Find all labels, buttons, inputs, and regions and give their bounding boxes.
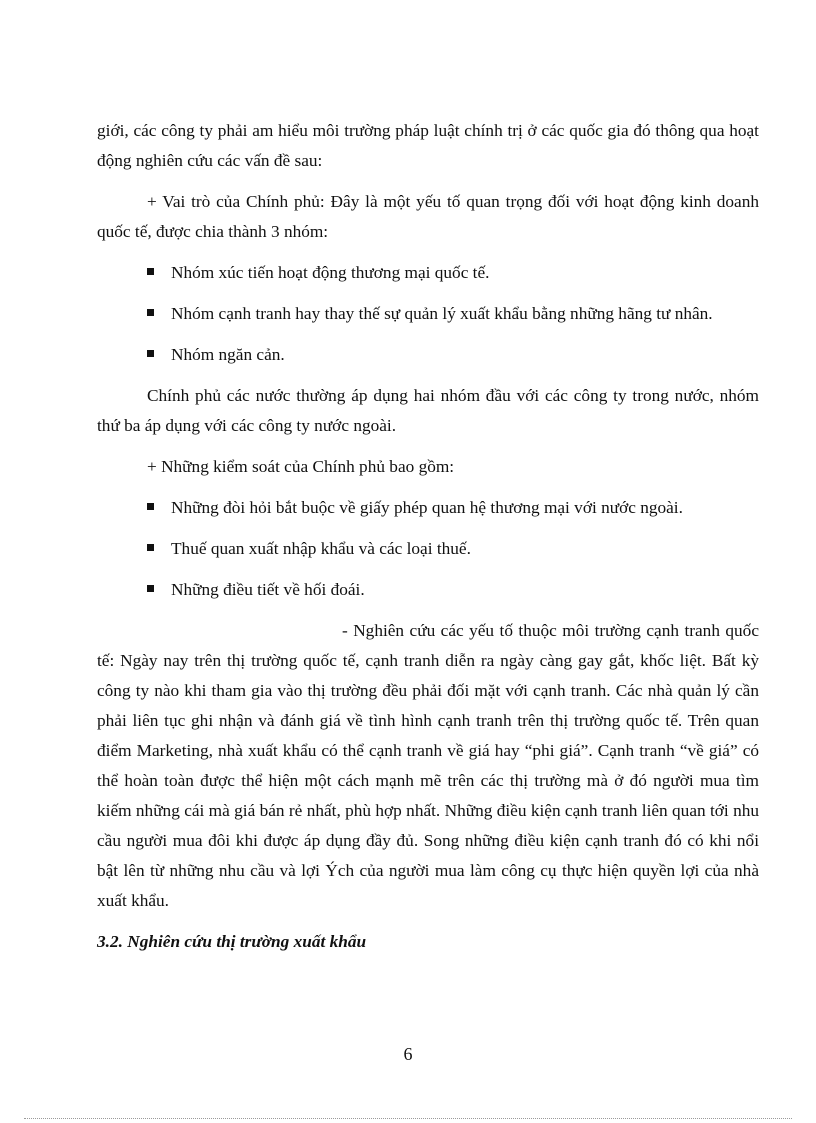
list-item-text: Nhóm cạnh tranh hay thay thế sự quản lý xuất khẩu bằng những hãng tư nhân.	[171, 304, 713, 323]
bullet-list-groups	[97, 258, 759, 370]
square-bullet-icon	[147, 268, 154, 275]
list-item	[97, 493, 759, 523]
square-bullet-icon	[147, 585, 154, 592]
list-item	[97, 258, 759, 288]
paragraph-government-controls: + Những kiểm soát của Chính phủ bao gồm:	[147, 457, 455, 476]
list-item	[97, 299, 759, 329]
paragraph-government-application: Chính phủ các nước thường áp dụng hai nhóm đầu với các công ty trong nước, nhóm thứ ba áp dụng với các công ty nước ngoài.	[97, 386, 759, 435]
paragraph-competition: - Nghiên cứu các yếu tố thuộc môi trường cạnh tranh quốc tế: Ngày nay trên thị trường quốc tế, cạnh tranh diễn ra ngày càng gay gắt, khốc liệt. Bất kỳ công ty nào khi tham gia vào thị trường đều phải đối mặt với cạnh tranh. Các nhà quản lý cần phải liên tục ghi nhận và đánh giá về tình hình cạnh tranh trên thị trường quốc tế. Trên quan điểm Marketing, nhà xuất khẩu có thể cạnh tranh về giá hay “phi giá”. Cạnh tranh “về giá” có thể hoàn toàn được thể hiện một cách mạnh mẽ trên các thị trường mà ở đó người mua tìm kiếm những cái mà giá bán rẻ nhất, phù hợp nhất. Những điều kiện cạnh tranh liên quan tới nhu cầu người mua đôi khi được áp dụng đầy đủ. Song những điều kiện cạnh tranh đó có khi nổi bật lên từ những nhu cầu và lợi Ých của người mua làm công cụ thực hiện quyền lợi của nhà xuất khẩu.	[97, 621, 759, 910]
list-item-text: Nhóm ngăn cản.	[171, 345, 285, 364]
list-item-text: Những đòi hỏi bắt buộc về giấy phép quan hệ thương mại với nước ngoài.	[171, 498, 683, 517]
list-item	[97, 575, 759, 605]
bullet-list-controls	[97, 493, 759, 605]
paragraph-government-role: + Vai trò của Chính phủ: Đây là một yếu tố quan trọng đối với hoạt động kinh doanh quốc tế, được chia thành 3 nhóm:	[97, 192, 759, 241]
square-bullet-icon	[147, 503, 154, 510]
paragraph-intro: giới, các công ty phải am hiểu môi trường pháp luật chính trị ở các quốc gia đó thông qua hoạt động nghiên cứu các vấn đề sau:	[97, 121, 759, 170]
list-item-text: Thuế quan xuất nhập khẩu và các loại thuế.	[171, 539, 471, 558]
list-item	[97, 534, 759, 564]
body-text	[97, 116, 759, 957]
list-item-text: Những điều tiết về hối đoái.	[171, 580, 365, 599]
section-heading: 3.2. Nghiên cứu thị trường xuất khẩu	[97, 932, 367, 951]
list-item-text: Nhóm xúc tiến hoạt động thương mại quốc tế.	[171, 263, 490, 282]
list-item	[97, 340, 759, 370]
page-number: 6	[403, 1044, 413, 1064]
square-bullet-icon	[147, 544, 154, 551]
page-bottom-divider	[24, 1118, 792, 1119]
square-bullet-icon	[147, 350, 154, 357]
square-bullet-icon	[147, 309, 154, 316]
